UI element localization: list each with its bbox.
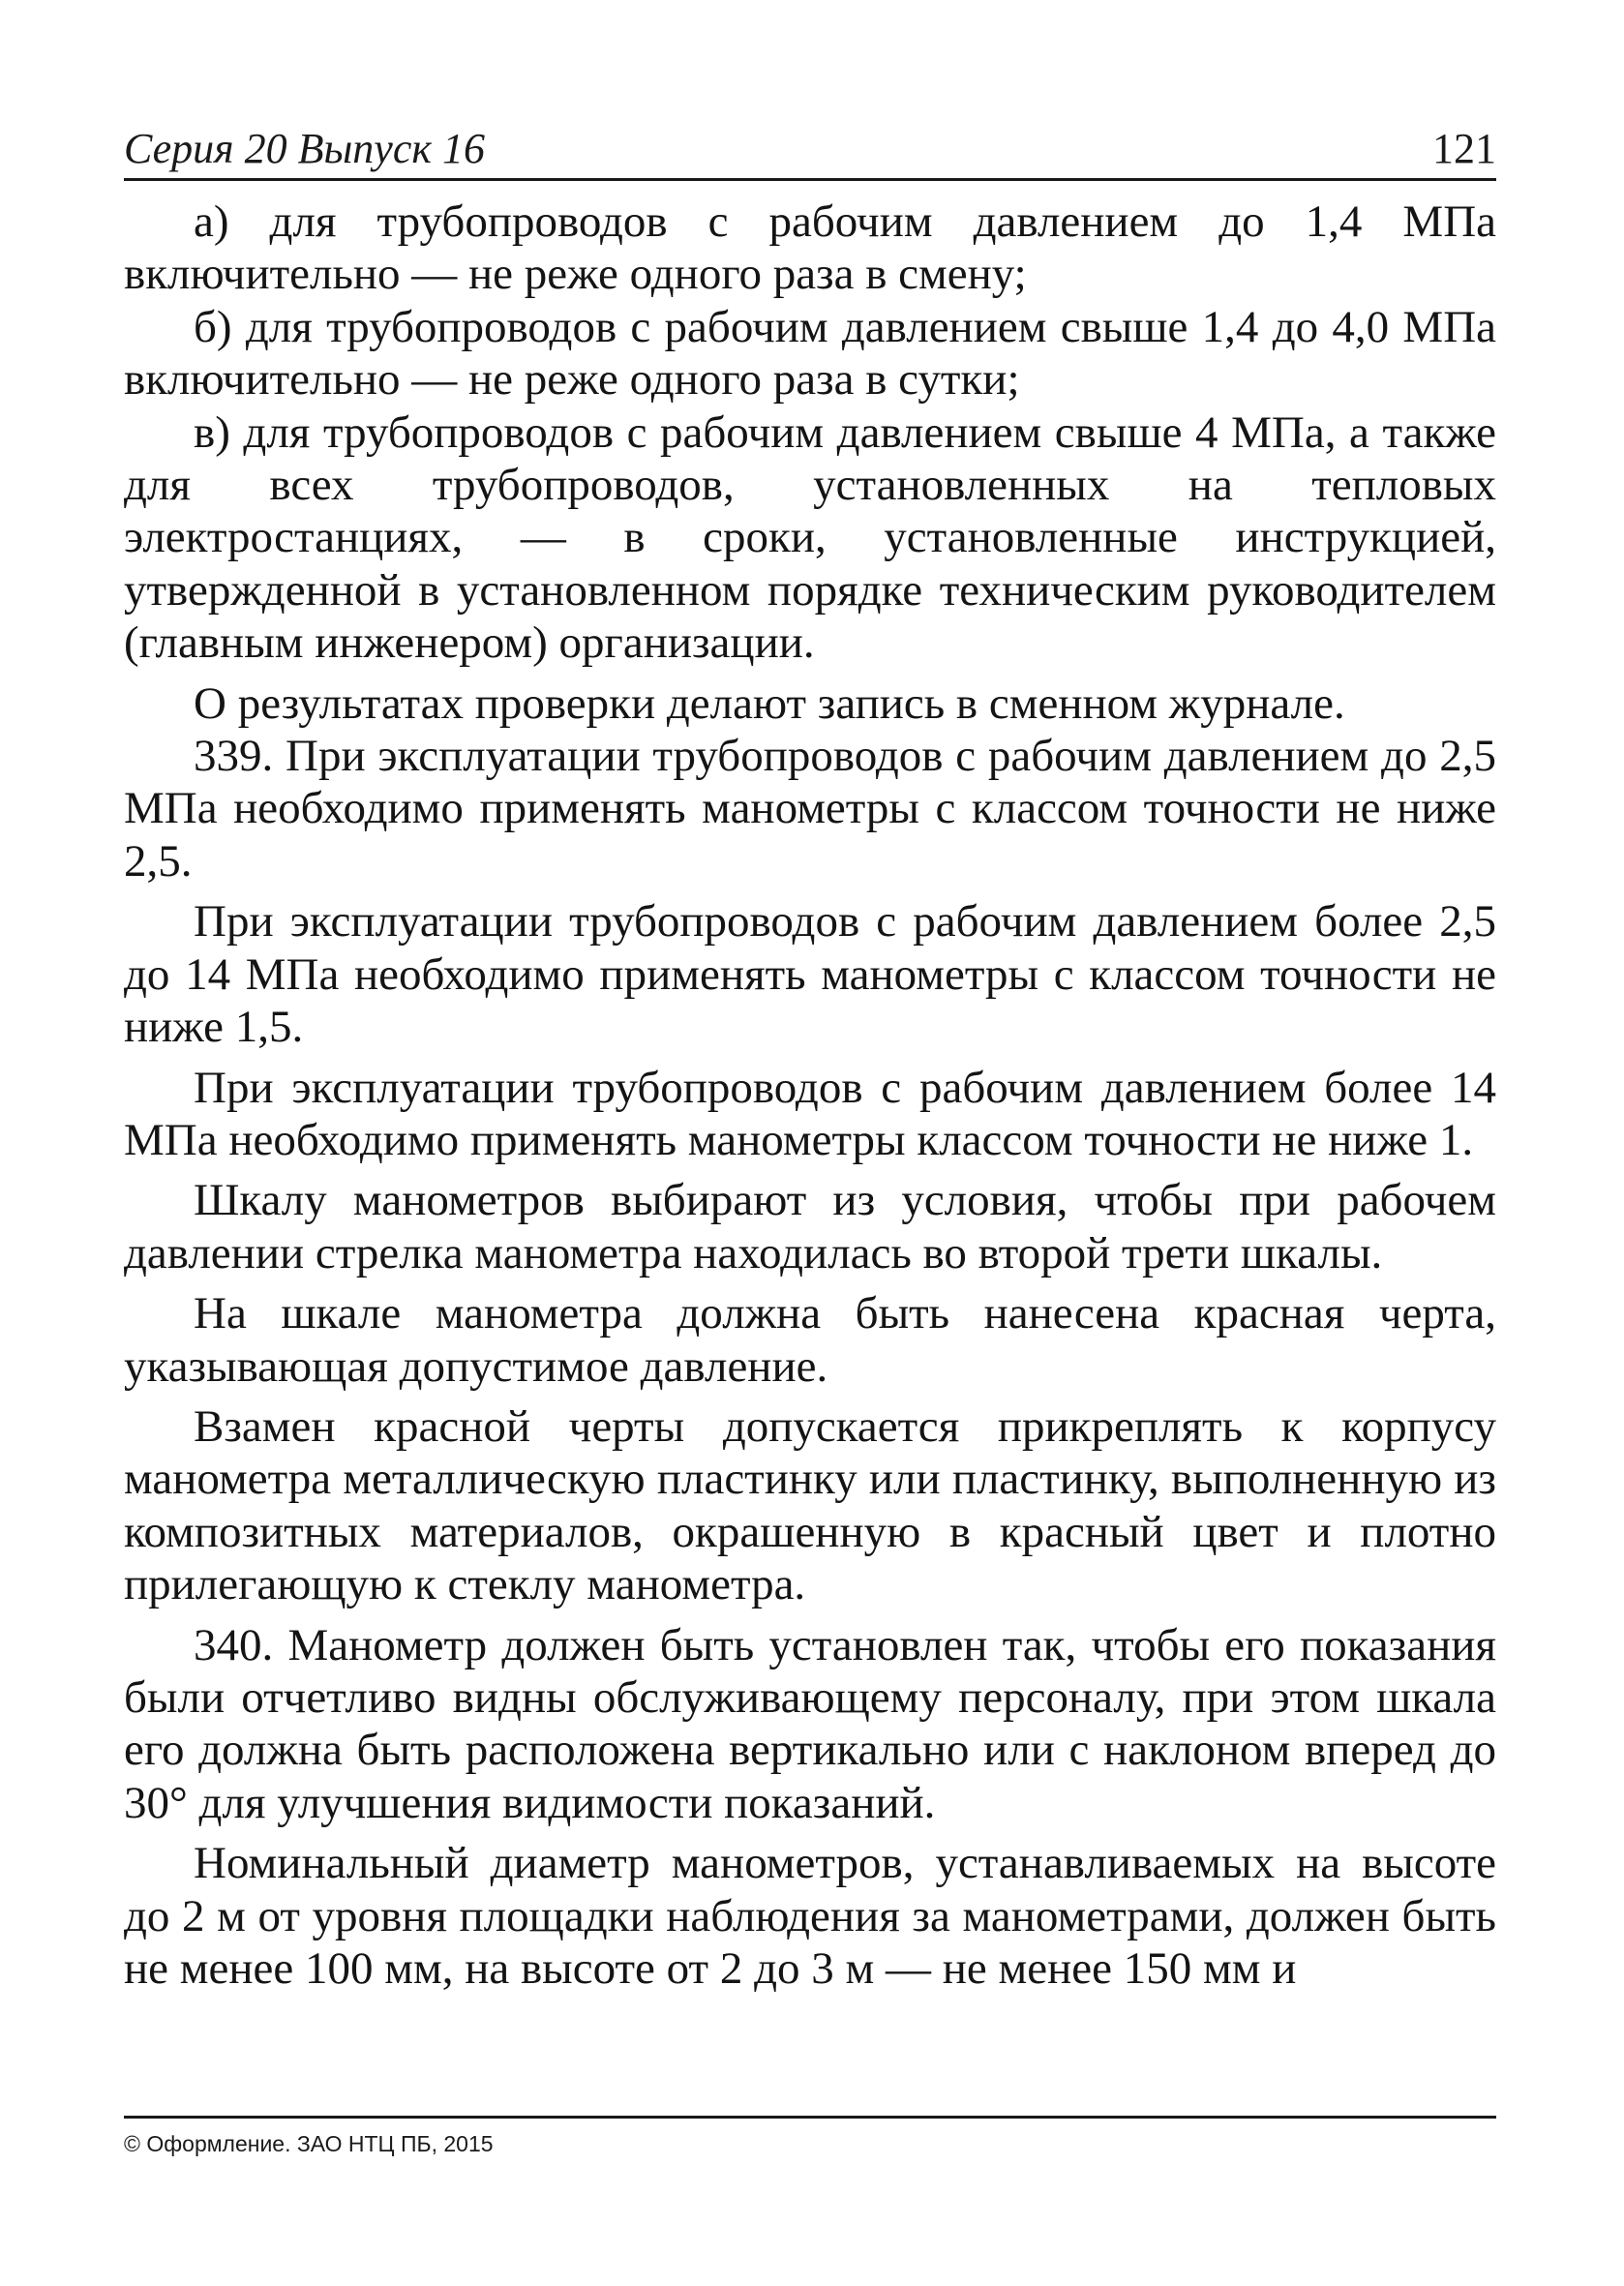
page-number: 121 [1432, 125, 1496, 172]
footer-rule [124, 2116, 1496, 2119]
paragraph: б) для трубопроводов с рабочим давлением свыше 1,4 до 4,0 МПа включительно — не реже одного раза в сутки; [124, 301, 1496, 406]
header-rule [124, 178, 1496, 181]
paragraph: При эксплуатации трубопроводов с рабочим давлением более 14 МПа необходимо применять манометры классом точности не ниже 1. [124, 1062, 1496, 1165]
paragraph: Шкалу манометров выбирают из условия, чтобы при рабочем давлении стрелка манометра находилась во второй трети шкалы. [124, 1175, 1496, 1278]
series-title: Серия 20 Выпуск 16 [124, 125, 485, 172]
body-text [124, 196, 1496, 1995]
paragraph: Номинальный диаметр манометров, устанавливаемых на высоте до 2 м от уровня площадки наблюдения за манометрами, должен быть не менее 100 мм, на высоте от 2 до 3 м — не менее 150 мм и [124, 1838, 1496, 1994]
paragraph: 340. Манометр должен быть установлен так, чтобы его показания были отчетливо видны обслуживающему персоналу, при этом шкала его должна быть расположена вертикально или с наклоном вперед до 30° для улучшения видимости показаний. [124, 1619, 1496, 1828]
paragraph: 339. При эксплуатации трубопроводов с рабочим давлением до 2,5 МПа необходимо применять манометры с классом точности не ниже 2,5. [124, 731, 1496, 887]
paragraph: Взамен красной черты допускается прикреплять к корпусу манометра металлическую пластинку или пластинку, выполненную из композитных материалов, окрашенную в красный цвет и плотно прилегающую к стеклу манометра. [124, 1400, 1496, 1610]
copyright-notice: © Оформление. ЗАО НТЦ ПБ, 2015 [124, 2131, 494, 2156]
paragraph: в) для трубопроводов с рабочим давлением свыше 4 МПа, а также для всех трубопроводов, установленных на тепловых электростанциях, — в сроки, установленные инструкцией, утвержденной в установленном порядке техническим руководителем (главным инженером) организации. [124, 406, 1496, 669]
paragraph: На шкале манометра должна быть нанесена красная черта, указывающая допустимое давление. [124, 1288, 1496, 1392]
paragraph: При эксплуатации трубопроводов с рабочим давлением более 2,5 до 14 МПа необходимо применять манометры с классом точности не ниже 1,5. [124, 896, 1496, 1053]
paragraph: О результатах проверки делают запись в сменном журнале. [194, 677, 1345, 729]
paragraph: а) для трубопроводов с рабочим давлением до 1,4 МПа включительно — не реже одного раза в смену; [124, 196, 1496, 300]
